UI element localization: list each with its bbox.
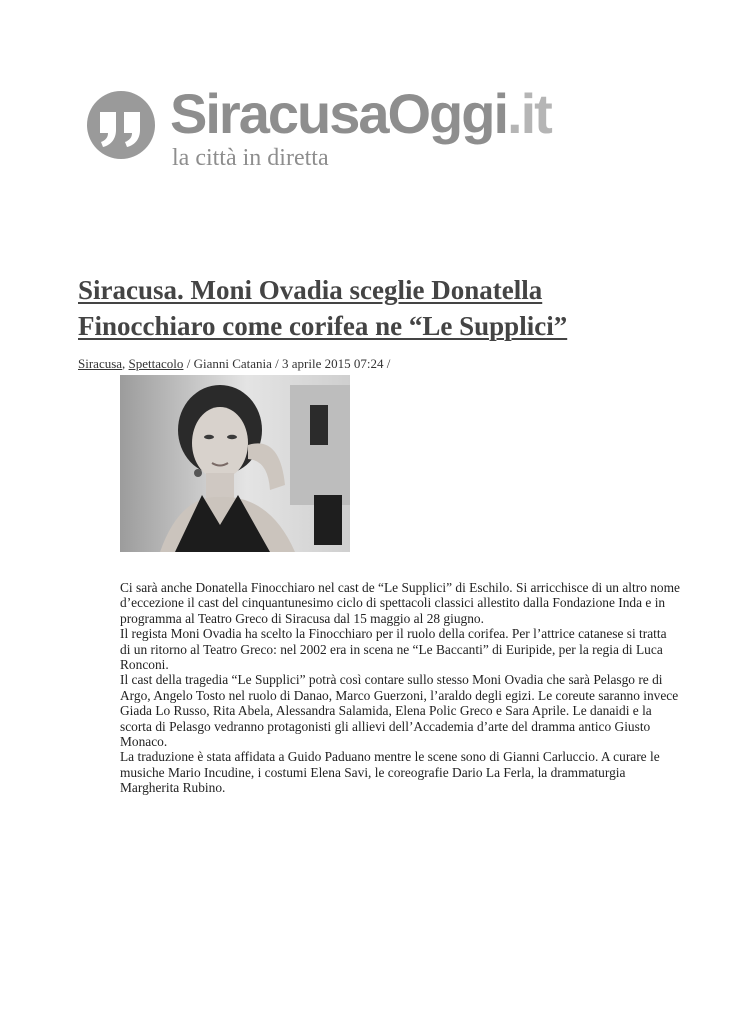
category-link-siracusa[interactable]: Siracusa <box>78 356 123 371</box>
site-logo[interactable] <box>78 80 638 190</box>
portrait-image <box>120 375 350 552</box>
article-meta: Siracusa, Spettacolo / Gianni Catania / 3 aprile 2015 07:24 / <box>78 356 391 371</box>
article-paragraph: La traduzione è stata affidata a Guido Paduano mentre le scene sono di Gianni Carluccio. A curare le musiche Mario Incudine, i costumi Elena Savi, le coreografie Dario La Ferla, la drammaturgia Margherita Rubino. <box>120 749 660 796</box>
site-tagline: la città in diretta <box>172 145 329 171</box>
article-author: Gianni Catania <box>193 356 272 371</box>
site-name <box>170 82 551 145</box>
category-link-spettacolo[interactable]: Spettacolo <box>128 356 184 371</box>
site-tld: .it <box>507 82 551 145</box>
site-name-text: SiracusaOggi <box>170 82 508 145</box>
article-paragraph: Il regista Moni Ovadia ha scelto la Finocchiaro per il ruolo della corifea. Per l’attrice catanese si tratta di un ritorno al Teatro Greco: nel 2002 era in scena ne “Le Baccanti” di Euripide, per la regia di Luca Ronconi. <box>120 626 667 673</box>
article-photo <box>120 375 350 552</box>
article-paragraph: Il cast della tragedia “Le Supplici” potrà così contare sullo stesso Moni Ovadia che sarà Pelasgo re di Argo, Angelo Tosto nel ruolo di Danao, Marco Guerzoni, l’araldo degli egizi. Le coreute saranno invece Giada Lo Russo, Rita Abela, Alessandra Salamida, Elena Polic Greco e Sara Aprile. Le danaidi e la scorta di Pelasgo vedranno protagonisti gli allievi dell’Accademia d’arte del dramma antico Giusto Monaco. <box>120 672 679 750</box>
article-body <box>120 580 680 796</box>
article-date: 3 aprile 2015 07:24 <box>282 356 384 371</box>
quote-mark-icon <box>78 90 164 160</box>
article-title[interactable]: Siracusa. Moni Ovadia sceglie Donatella Finocchiaro come corifea ne “Le Supplici” <box>78 275 568 341</box>
article-paragraph: Ci sarà anche Donatella Finocchiaro nel cast de “Le Supplici” di Eschilo. Si arricchisce di un altro nome d’eccezione il cast del cinquantunesimo ciclo di spettacoli classici allestito dalla Fondazione Inda e in programma al Teatro Greco di Siracusa dal 15 maggio al 28 giugno. <box>120 580 680 626</box>
